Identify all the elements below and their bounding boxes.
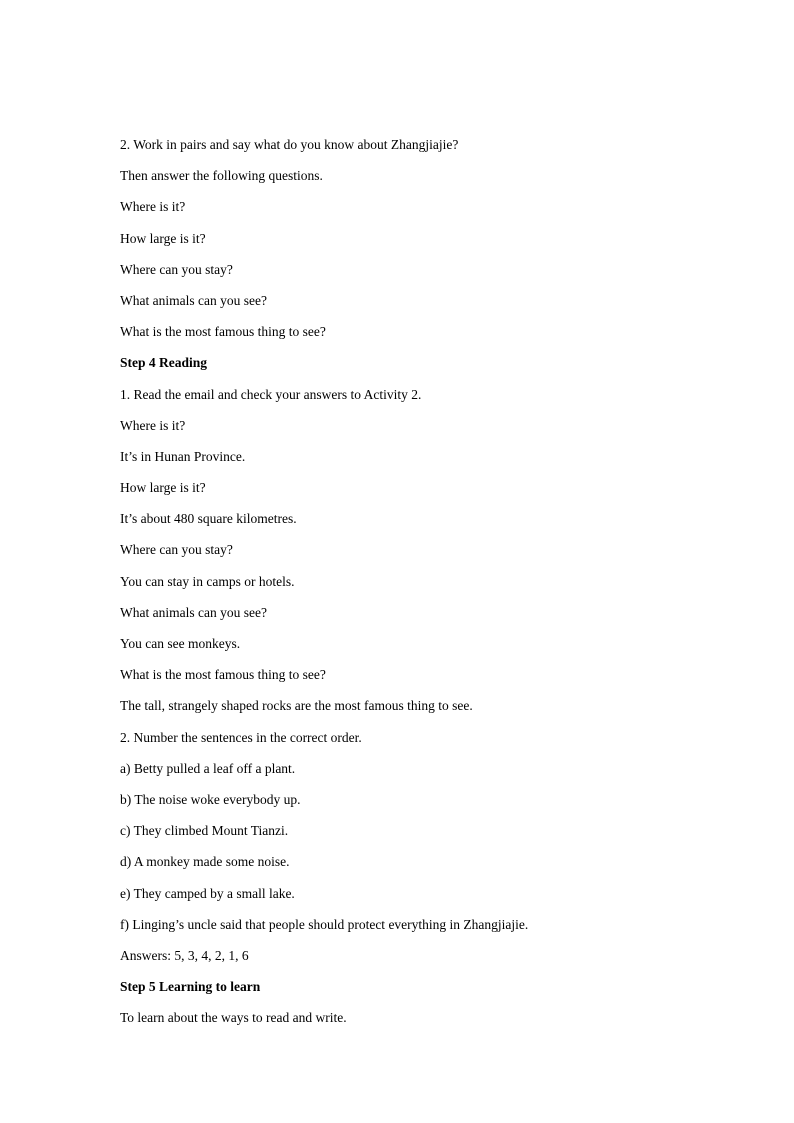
text-line: d) A monkey made some noise. — [120, 854, 290, 870]
text-line: It’s about 480 square kilometres. — [120, 511, 297, 527]
text-line: 2. Number the sentences in the correct order. — [120, 729, 362, 745]
text-line: Where can you stay? — [120, 542, 233, 558]
text-line: Where is it? — [120, 417, 186, 433]
text-line: What is the most famous thing to see? — [120, 324, 326, 340]
text-line: It’s in Hunan Province. — [120, 448, 246, 464]
text-line: Where can you stay? — [120, 261, 233, 277]
text-line: c) They climbed Mount Tianzi. — [120, 823, 289, 839]
text-line: Then answer the following questions. — [120, 168, 323, 184]
text-line: Where is it? — [120, 199, 186, 215]
text-line: f) Linging’s uncle said that people should protect everything in Zhangjiajie. — [120, 916, 529, 932]
section-heading: Step 4 Reading — [120, 355, 208, 371]
text-line: a) Betty pulled a leaf off a plant. — [120, 760, 296, 776]
text-line: To learn about the ways to read and write. — [120, 1010, 347, 1026]
text-line: b) The noise woke everybody up. — [120, 791, 301, 807]
section-heading: Step 5 Learning to learn — [120, 979, 261, 995]
text-line: What is the most famous thing to see? — [120, 667, 326, 683]
text-line: What animals can you see? — [120, 292, 267, 308]
text-line: How large is it? — [120, 230, 206, 246]
text-line: You can stay in camps or hotels. — [120, 573, 295, 589]
text-line: The tall, strangely shaped rocks are the most famous thing to see. — [120, 698, 473, 714]
text-line: 1. Read the email and check your answers to Activity 2. — [120, 386, 422, 402]
text-line: 2. Work in pairs and say what do you know about Zhangjiajie? — [120, 137, 459, 152]
text-line: You can see monkeys. — [120, 636, 241, 651]
text-line: Answers: 5, 3, 4, 2, 1, 6 — [120, 947, 249, 963]
text-line: e) They camped by a small lake. — [120, 885, 295, 901]
text-line: What animals can you see? — [120, 604, 267, 620]
text-line: How large is it? — [120, 480, 206, 496]
document-page — [120, 129, 680, 1033]
